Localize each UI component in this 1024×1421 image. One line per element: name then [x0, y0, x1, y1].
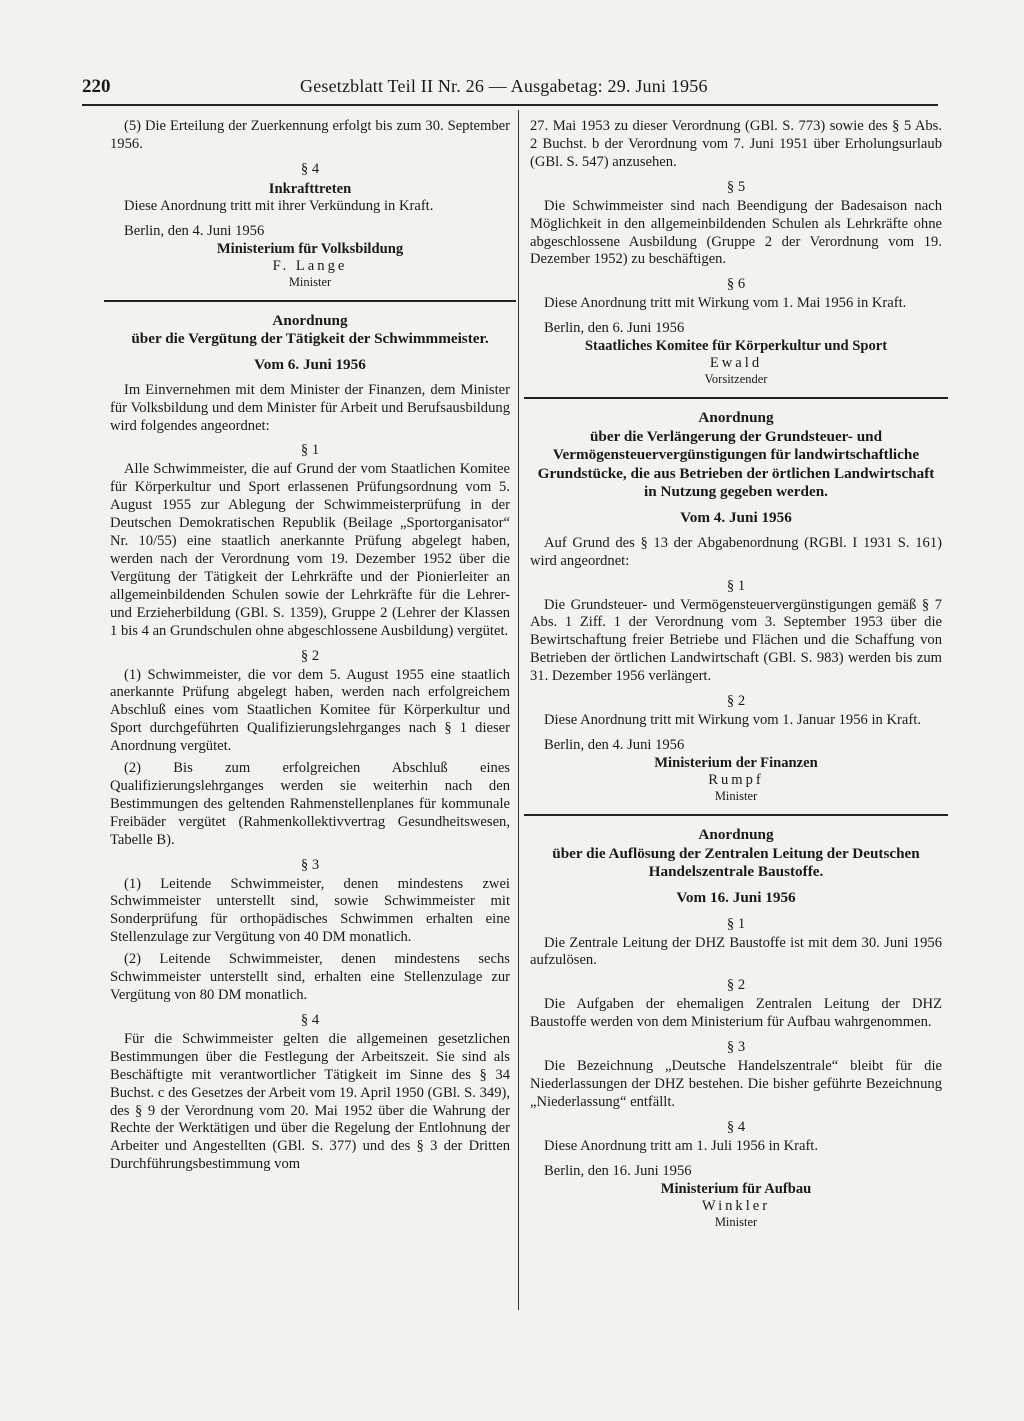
left-column: [110, 118, 510, 1174]
section-heading: § 2: [726, 977, 746, 994]
signer-name: F. Lange: [272, 257, 348, 274]
section-heading: § 1: [300, 442, 320, 459]
signer-name: Rumpf: [708, 772, 764, 788]
signer-role: Minister: [714, 1214, 758, 1229]
preamble: Auf Grund des § 13 der Abgabenordnung (RGBl. I 1931 S. 161) wird angeordnet:: [530, 534, 942, 569]
paragraph: Die Bezeichnung „Deutsche Handelszentrale“ bleibt für die Niederlassungen der DHZ bestehen. Die bisher geführte Bezeichnung „Niederlassung“ entfällt.: [530, 1058, 942, 1110]
signer-role: Minister: [288, 274, 332, 289]
ordinance-title: über die Verlängerung der Grundsteuer- und Vermögensteuervergünstigungen für landwirtschaftliche Grundstücke, die aus Betrieben der örtlichen Landwirtschaft in Nutzung gegeben werden.: [537, 427, 935, 501]
signer-name: Ewald: [709, 355, 763, 372]
place-date: Berlin, den 16. Juni 1956: [544, 1162, 692, 1179]
section-heading: § 1: [726, 915, 746, 932]
ordinance-heading: Anordnung: [698, 409, 774, 427]
ordinance-date: Vom 4. Juni 1956: [680, 508, 792, 526]
ordinance-heading: Anordnung: [698, 826, 774, 843]
paragraph: Diese Anordnung tritt mit Wirkung vom 1. Mai 1956 in Kraft.: [544, 295, 907, 312]
paragraph: Die Schwimmeister sind nach Beendigung der Badesaison nach Möglichkeit in den allgemeinbildenden Schulen als Lehrkräfte ohne abgeschlossene Ausbildung (Gruppe 2 der Verordnung vom 19. Dezember 1952) zu beschäftigen.: [530, 197, 942, 268]
paragraph: Diese Anordnung tritt mit ihrer Verkündung in Kraft.: [124, 197, 434, 214]
section-heading: § 2: [726, 693, 746, 710]
section-heading: § 6: [726, 276, 746, 293]
paragraph: (1) Leitende Schwimmeister, denen mindestens zwei Schwimmeister unterstellt sind, sowie Schwimmeister mit Sonderprüfung für orthopädisches Schwimmen erhalten eine Stellenzulage zur Vergütung von 40 DM monatlich.: [110, 875, 510, 946]
paragraph: Diese Anordnung tritt mit Wirkung vom 1. Januar 1956 in Kraft.: [544, 712, 921, 729]
ordinance-date: Vom 16. Juni 1956: [676, 888, 796, 906]
right-column: [530, 118, 942, 1230]
section-heading: § 3: [726, 1039, 746, 1056]
section-divider: [104, 300, 516, 302]
paragraph: Die Aufgaben der ehemaligen Zentralen Leitung der DHZ Baustoffe werden von dem Ministerium für Aufbau wahrgenommen.: [530, 996, 942, 1031]
page-header: [82, 72, 938, 106]
preamble: Im Einvernehmen mit dem Minister der Finanzen, dem Minister für Volksbildung und dem Minister für Arbeit und Berufsausbildung wird folgendes angeordnet:: [110, 381, 510, 434]
ministry-name: Ministerium der Finanzen: [654, 755, 818, 771]
paragraph: Für die Schwimmeister gelten die allgemeinen gesetzlichen Bestimmungen über die Festlegung der Arbeitszeit. Sie sind als Beschäftigte mit verantwortlicher Tätigkeit im Sinne des § 34 Buchst. c des Gesetzes der Arbeit vom 19. April 1950 (GBl. S. 349), des § 9 der Verordnung vom 20. Mai 1952 über die Wahrung der Rechte der Werktätigen und über die Regelung der Entlohnung der Arbeiter und Angestellten (GBl. S. 377) und des § 3 der Dritten Durchführungsbestimmung vom: [110, 1030, 510, 1173]
paragraph: Alle Schwimmeister, die auf Grund der vom Staatlichen Komitee für Körperkultur und Sport erlassenen Prüfungsordnung vom 5. August 1955 zur Ablegung der Schwimmeisterprüfung in der Deutschen Demokratischen Republik (Beilage „Sportorganisator“ Nr. 10/55) eine staatlich anerkannte Prüfung abgelegt haben, werden nach der Verordnung vom 19. Dezember 1952 über die Vergütung der Tätigkeit der Lehrkräfte und der Pionierleiter an allgemeinbildenden Schulen sowie der Lehrkräfte für die Lehrer- und Erzieherbildung (GBl. S. 1359), Gruppe 2 (Lehrer der Klassen 1 bis 4 an Grundschulen ohne abgeschlossene Ausbildung) vergütet.: [110, 461, 510, 639]
ministry-name: Ministerium für Volksbildung: [216, 240, 404, 257]
ordinance-date: Vom 6. Juni 1956: [254, 355, 366, 373]
ordinance-title: über die Vergütung der Tätigkeit der Schwimmmeister.: [131, 330, 489, 348]
place-date: Berlin, den 4. Juni 1956: [124, 222, 265, 239]
signer-role: Vorsitzender: [704, 372, 768, 387]
ministry-name: Ministerium für Aufbau: [660, 1180, 812, 1197]
column-divider: [518, 110, 519, 1310]
paragraph: Die Zentrale Leitung der DHZ Baustoffe ist mit dem 30. Juni 1956 aufzulösen.: [530, 934, 942, 969]
section-heading: § 4: [300, 1011, 320, 1028]
paragraph: (2) Leitende Schwimmeister, denen mindestens sechs Schwimmeister unterstellt sind, erhalten eine Stellenzulage zur Vergütung von 80 DM monatlich.: [110, 951, 510, 1003]
paragraph: Die Grundsteuer- und Vermögensteuervergünstigungen gemäß § 7 Abs. 1 Ziff. 1 der Verordnung vom 3. September 1953 über die Bewirtschaftung freier Betriebe und Flächen und die Schaffung von Betrieben der örtlichen Landwirtschaft (GBl. S. 983) werden bis zum 31. Dezember 1956 verlängert.: [530, 596, 942, 685]
paragraph: Diese Anordnung tritt am 1. Juli 1956 in Kraft.: [544, 1137, 819, 1154]
ordinance-heading: Anordnung: [272, 311, 348, 329]
section-heading: § 4: [726, 1118, 746, 1135]
header-title: Gesetzblatt Teil II Nr. 26 — Ausgabetag: 29. Juni 1956: [300, 76, 708, 96]
ministry-name: Staatliches Komitee für Körperkultur und Sport: [584, 338, 888, 355]
paragraph: 27. Mai 1953 zu dieser Verordnung (GBl. S. 773) sowie des § 5 Abs. 2 Buchst. b der Verordnung vom 7. Juni 1951 über Erholungsurlaub (GBl. S. 547) anzusehen.: [530, 118, 942, 170]
signer-role: Minister: [714, 789, 758, 803]
section-heading: § 4: [300, 160, 320, 177]
section-heading: § 5: [726, 178, 746, 195]
section-heading: § 3: [300, 856, 320, 873]
page-number: 220: [82, 76, 111, 97]
signer-name: Winkler: [701, 1197, 771, 1214]
ordinance-title: über die Auflösung der Zentralen Leitung der Deutschen Handelszentrale Baustoffe.: [552, 844, 920, 880]
section-title: Inkrafttreten: [268, 180, 352, 197]
section-divider: [524, 814, 948, 816]
section-heading: § 2: [300, 647, 320, 664]
paragraph: (5) Die Erteilung der Zuerkennung erfolgt bis zum 30. September 1956.: [110, 118, 510, 152]
place-date: Berlin, den 4. Juni 1956: [544, 737, 685, 753]
paragraph: (2) Bis zum erfolgreichen Abschluß eines Qualifizierungslehrganges werden sie weiterhin nach den Bestimmungen des geltenden Rahmenstellenplanes für kommunale Freibäder vergütet (Rahmenkollektivvertrag Gesundheitswesen, Tabelle B).: [110, 760, 510, 848]
section-divider: [524, 397, 948, 399]
section-heading: § 1: [726, 577, 746, 594]
paragraph: (1) Schwimmeister, die vor dem 5. August 1955 eine staatlich anerkannte Prüfung abgelegt haben, werden nach erfolgreichem Abschluß eines vom Staatlichen Komitee für Körperkultur und Sport durchgeführten Qualifizierungslehrganges nach § 1 dieser Anordnung vergütet.: [110, 666, 510, 755]
place-date: Berlin, den 6. Juni 1956: [544, 320, 685, 337]
